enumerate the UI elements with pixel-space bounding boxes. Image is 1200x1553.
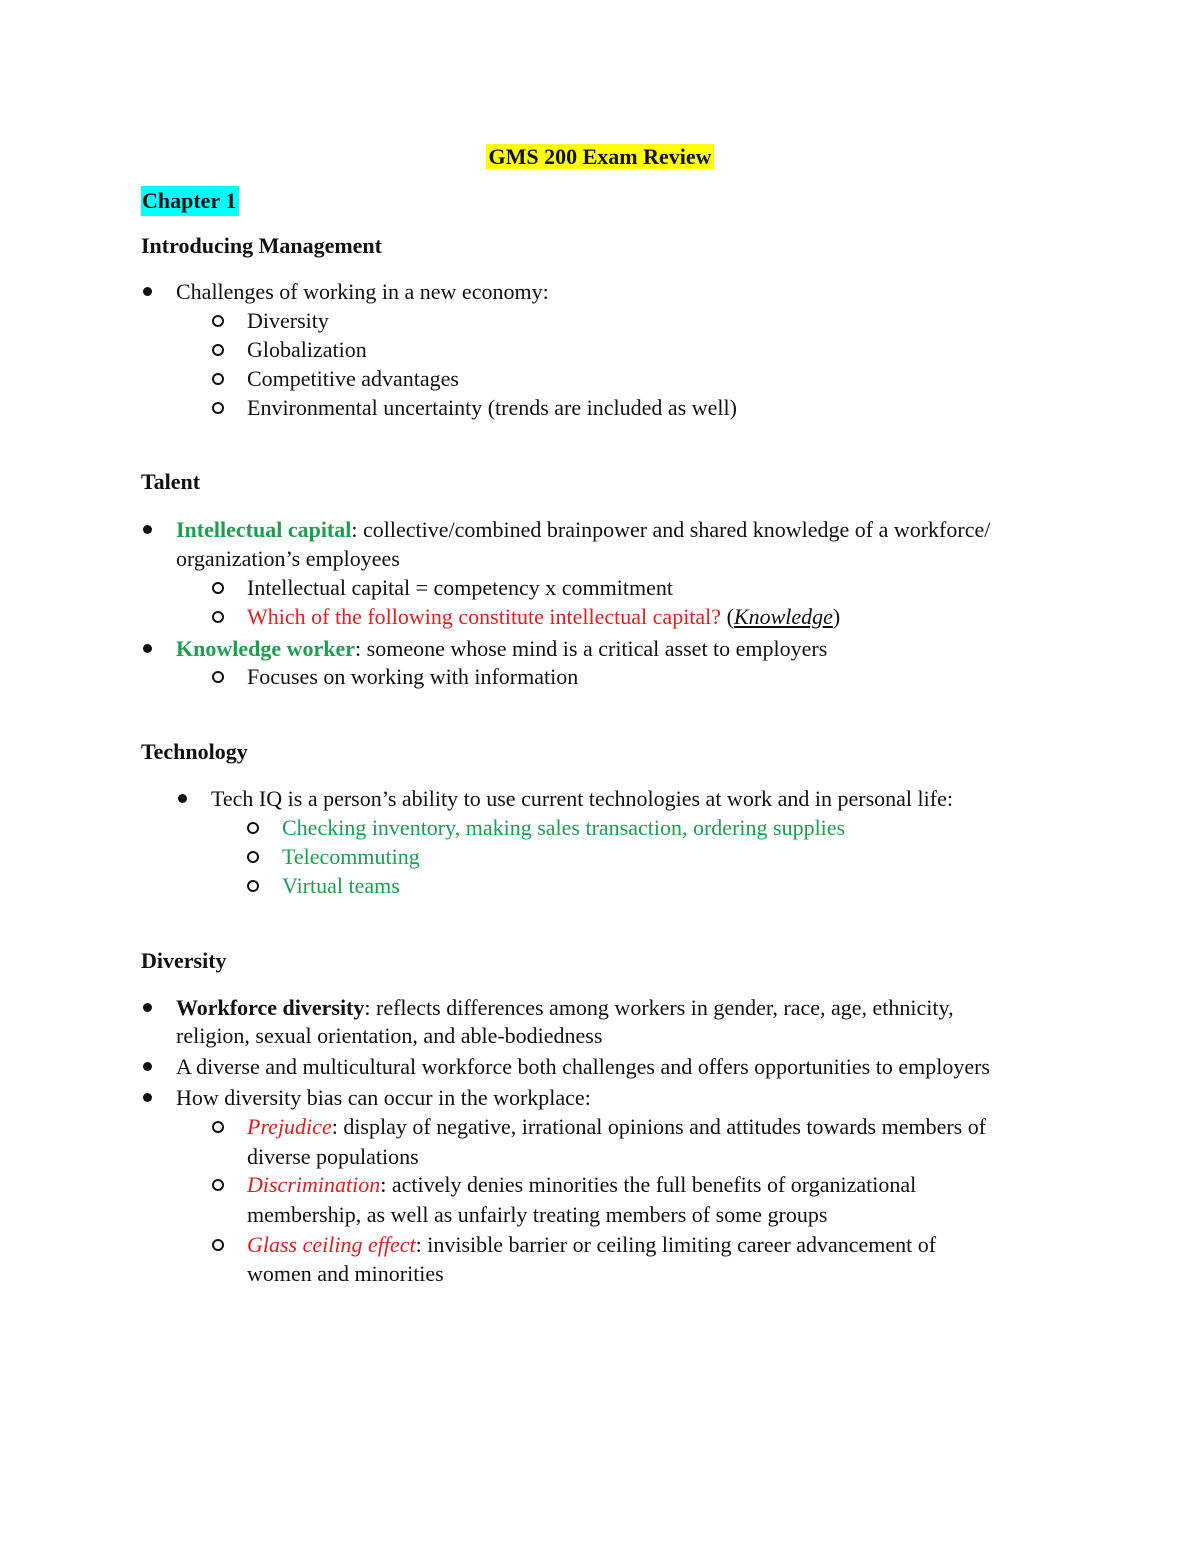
circle-bullet-icon — [212, 611, 224, 623]
circle-bullet-icon — [212, 1239, 224, 1251]
term-knowledge-worker: Knowledge worker — [176, 636, 356, 661]
section-heading-talent: Talent — [141, 469, 201, 494]
circle-bullet-icon — [212, 582, 224, 594]
bullet-icon — [143, 1003, 152, 1012]
circle-bullet-icon — [212, 1121, 224, 1133]
list-item-continuation: organization’s employees — [176, 546, 400, 571]
circle-bullet-icon — [212, 344, 224, 356]
circle-bullet-icon — [247, 851, 259, 863]
circle-bullet-icon — [212, 315, 224, 327]
circle-bullet-icon — [212, 373, 224, 385]
bullet-icon — [143, 644, 152, 653]
circle-bullet-icon — [247, 880, 259, 892]
term-workforce-diversity: Workforce diversity — [176, 995, 365, 1020]
bullet-icon — [143, 1062, 152, 1071]
question-answer: Knowledge — [733, 604, 833, 629]
term-prejudice: Prejudice — [247, 1114, 332, 1139]
circle-bullet-icon — [247, 822, 259, 834]
chapter-heading: Chapter 1 — [141, 186, 239, 216]
bullet-icon — [178, 794, 187, 803]
circle-bullet-icon — [212, 1179, 224, 1191]
bullet-icon — [143, 525, 152, 534]
sub-list-item-continuation: membership, as well as unfairly treating members of some groups — [247, 1202, 828, 1227]
document-title: GMS 200 Exam Review — [488, 144, 712, 169]
sub-list-item-continuation: women and minorities — [247, 1261, 444, 1286]
section-heading-intro: Introducing Management — [141, 233, 382, 258]
bullet-icon — [143, 1093, 152, 1102]
review-question: Which of the following constitute intellectual capital? — [247, 604, 722, 629]
bullet-icon — [143, 287, 152, 296]
circle-bullet-icon — [212, 671, 224, 683]
term-intellectual-capital: Intellectual capital — [176, 517, 352, 542]
section-heading-diversity: Diversity — [141, 948, 227, 973]
term-discrimination: Discrimination — [247, 1172, 381, 1197]
section-heading-technology: Technology — [141, 739, 248, 764]
sub-list-item-continuation: diverse populations — [247, 1144, 419, 1169]
circle-bullet-icon — [212, 402, 224, 414]
list-item-continuation: religion, sexual orientation, and able-bodiedness — [176, 1023, 603, 1048]
term-glass-ceiling-effect: Glass ceiling effect — [247, 1232, 416, 1257]
